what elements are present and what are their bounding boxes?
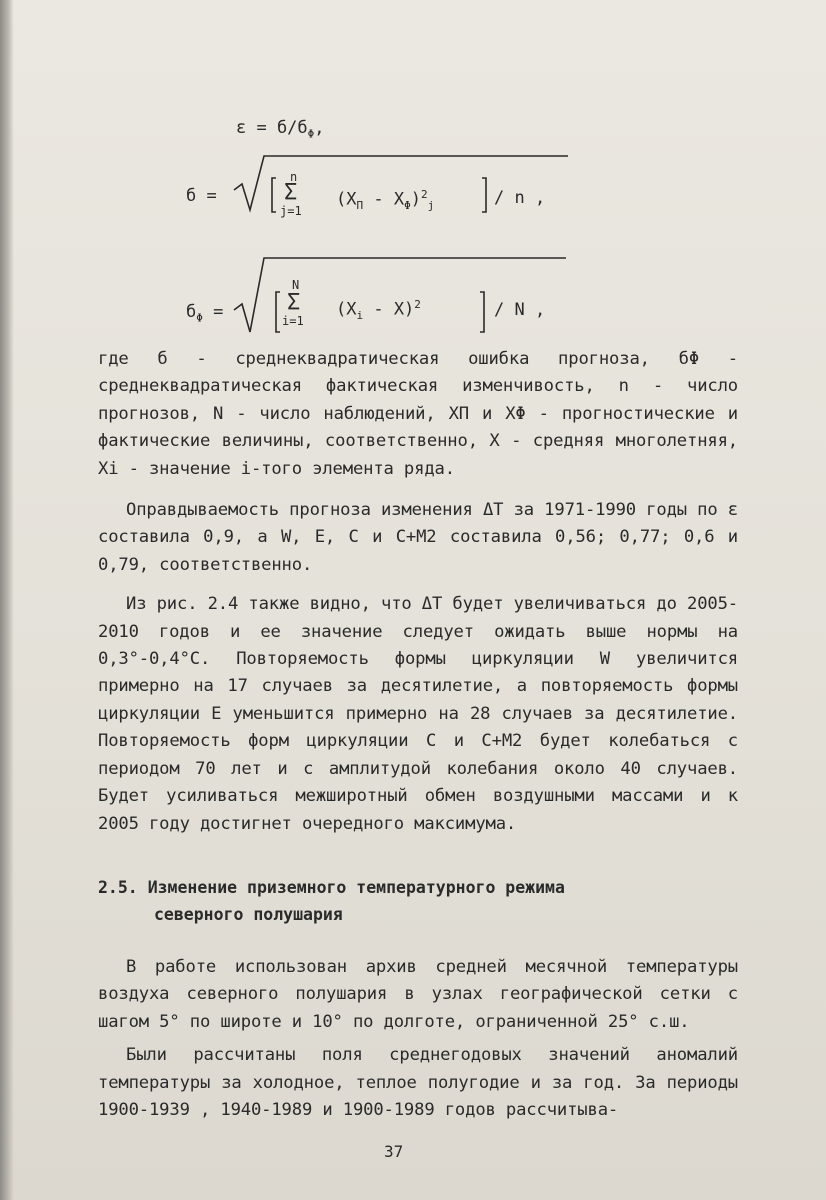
paragraph-archive: В работе использован архив средней месячной температуры воздуха северного полушария в узлах географической сетки с шагом 5° по широте и 10° по долготе, ограниченной 25° с.ш. xyxy=(98,957,738,1032)
paragraph-calculations: Были рассчитаны поля среднегодовых значений аномалий температуры за холодное, теплое полугодие и за год. За периоды 1900-1939 , 1940-1989 и 1900-1989 годов рассчитыва- xyxy=(98,1045,738,1121)
sum-symbol-2: Σ xyxy=(287,290,301,315)
body-text-block-2 xyxy=(98,954,738,1124)
body-text-block-1 xyxy=(98,346,738,838)
formula-sigma-phi-body: $(X_i - X)^2$ xyxy=(336,298,421,323)
sqrt-sign-2 xyxy=(198,248,568,338)
section-heading: 2.5. Изменение приземного температурного режима северного полушария xyxy=(98,878,565,924)
book-spine-shadow xyxy=(0,0,14,1200)
paragraph-definitions: где б - среднеквадратическая ошибка прогноза, бΦ - среднеквадратическая фактическая изменчивость, n - число прогнозов, N - число наблюдений, XП и XΦ - прогностические и фактические величины, соответственно, X - средняя многолетняя, Xi - значение i-того элемента ряда. xyxy=(98,349,738,479)
sum-symbol-1: Σ xyxy=(284,180,298,205)
page-number: 37 xyxy=(384,1142,404,1161)
formula-sigma-phi: $б_\Phi$ = xyxy=(186,302,224,325)
sum-top-N: N xyxy=(292,278,300,292)
formula-sigma: б = xyxy=(186,186,217,206)
formula-sigma-phi-tail: / N , xyxy=(494,300,546,320)
paragraph-forecast-accuracy: Оправдываемость прогноза изменения ΔT за 1971-1990 годы по ε составила 0,9, а W, E, C и C+M2 составила 0,56; 0,77; 0,6 и 0,79, соответственно. xyxy=(98,500,738,575)
formula-epsilon: $\varepsilon = б/б_\Phi$, xyxy=(236,118,325,141)
formula-sigma-body: $(X_П - X_\Phi)^2_j$ xyxy=(336,188,435,213)
sum-bottom-1: j=1 xyxy=(280,204,302,218)
paragraph-trend: Из рис. 2.4 также видно, что ΔT будет увеличиваться до 2005-2010 годов и ее значение следует ожидать выше нормы на 0,3°-0,4°С. Повторяемость формы циркуляции W увеличится примерно на 17 случаев за десятилетие, а повторяемость формы циркуляции E уменьшится примерно на 28 случаев за десятилетие. Повторяемость форм циркуляции C и C+M2 будет колебаться с периодом 70 лет и с амплитудой колебания около 40 случаев. Будет усиливаться межширотный обмен воздушными массами и к 2005 году достигнет очередного максимума. xyxy=(98,594,738,834)
formula-sigma-tail: / n , xyxy=(494,188,546,208)
sum-bottom-2: i=1 xyxy=(282,314,304,328)
sum-top-n: n xyxy=(290,170,298,184)
